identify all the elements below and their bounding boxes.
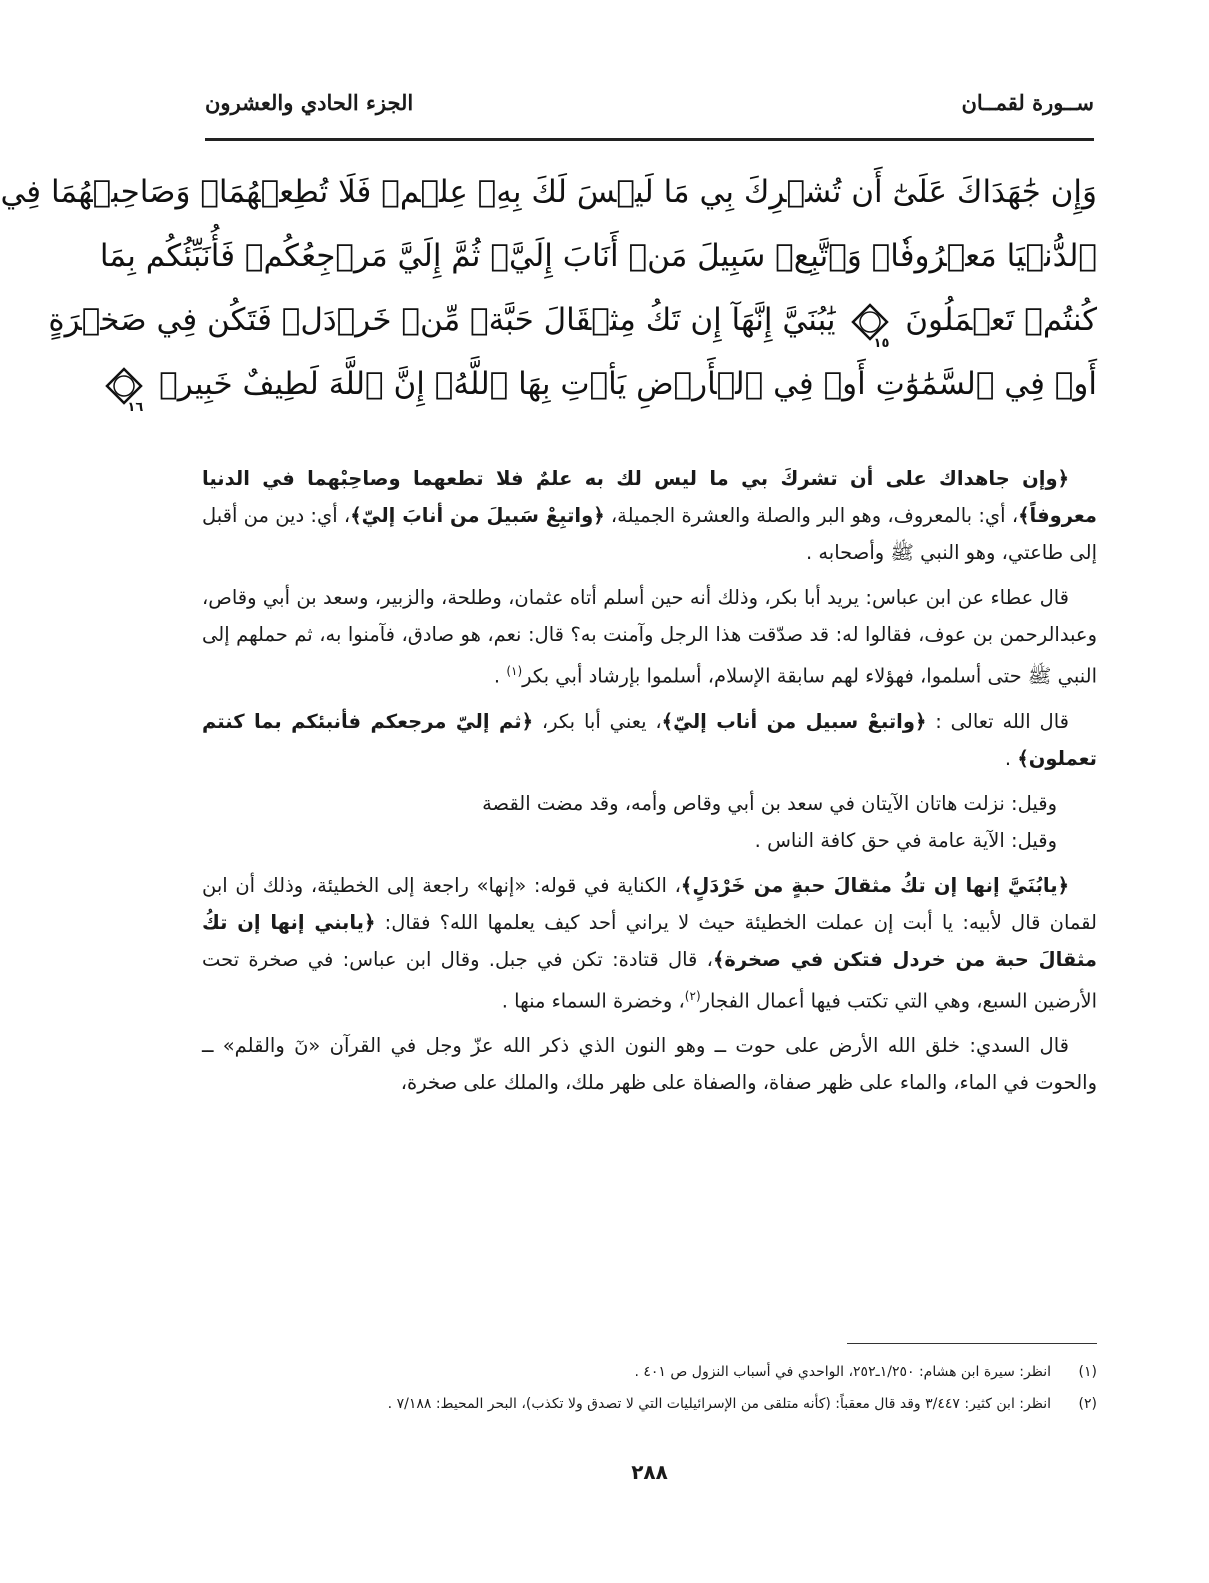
commentary-text: ، أي: دين من أقبل إلى طاعتي، وهو النبي ﷺ وأصحابه . [202,504,1097,564]
quran-line-segment: كُنتُمۡ تَعۡمَلُونَ [905,302,1097,338]
footnote-number: (١) [1078,1364,1097,1380]
commentary-text: . [493,664,507,688]
quran-verses [0,160,1097,416]
footnote-rule [847,1343,1097,1344]
commentary-text: ، أي: بالمعروف، وهو البر والصلة والعشرة الجميلة، [604,504,1019,527]
footnote-text: انظر: ابن كثير: ٣/٤٤٧ وقد قال معقباً: (كأنه متلقى من الإسرائيليات التي لا تصدق ولا تكذب)، البحر المحيط: ٧/١٨٨ . [387,1396,1051,1412]
footnotes [202,1356,1097,1420]
ayah-number: ١٦ [127,399,144,415]
commentary-text: ، قال قتادة: تكن في جبل. وقال ابن عباس: في صخرة تحت الأرضين السبع، وهي التي تكتب فيها أعمال الفجار [202,947,1097,1012]
commentary-paragraph [202,579,1097,695]
commentary-text: ، وخضرة السماء منها . [501,989,685,1012]
quran-line [127,352,1097,416]
header-rule [205,138,1094,141]
footnote-reference[interactable]: (٢) [684,988,701,1003]
surah-title: ســورة لقمــان [961,89,1094,115]
verse-quote: ﴿وإن جاهداك على أن تشركَ بي ما ليس لك به علمٌ فلا تطعهما وصاحِبْهما في الدنيا معروفاً﴾ [202,467,1097,527]
commentary-text: قال الله تعالى : [926,709,1069,733]
quran-line [48,288,1097,352]
commentary-paragraph: قال السدي: خلق الله الأرض على حوت ــ وهو النون الذي ذكر الله عزّ وجل في القرآن «نٓ والقلم» ــ والحوت في الماء، والماء على ظهر صفاة، والصفاة على ظهر ملك، والملك على صخرة، [202,1034,1097,1094]
ayah-end-marker [105,367,144,415]
commentary-paragraph [202,703,1097,777]
commentary-text: قال عطاء عن ابن عباس: يريد أبا بكر، وذلك أنه حين أسلم أتاه عثمان، وطلحة، والزبير، وسعد بن أبي وقاص، وعبدالرحمن بن عوف، فقالوا له: قد صدّقت هذا الرجل وآمنت به؟ قال: نعم، هو صادق، فآمنوا به، ثم حملهم إلى النبي ﷺ حتى أسلموا، فهؤلاء لهم سابقة الإسلام، أسلموا بإرشاد أبي بكر [202,586,1097,688]
verse-quote: ﴿يابني إنها إن تكُ مثقالَ حبة من خردل فتكن في صخرة﴾ [202,910,1097,971]
verse-quote: ﴿يابُنَيَّ إنها إن تكُ مثقالَ حبةٍ من خَرْدَلٍ﴾ [680,873,1069,897]
tafsir-commentary [202,460,1097,1109]
verse-quote: ﴿واتبعْ سبيل من أناب إليّ﴾ [661,709,927,733]
page-number: ٢٨٨ [631,1460,668,1484]
commentary-paragraph [202,867,1097,1020]
footnote-text: انظر: سيرة ابن هشام: ١/٢٥٠ـ٢٥٢، الواحدي في أسباب النزول ص ٤٠١ . [634,1364,1051,1380]
juz-title: الجزء الحادي والعشرون [205,89,414,115]
verse-quote: ﴿ثم إليّ مرجعكم فأنبئكم بما كنتم تعملون﴾ [202,709,1097,770]
quran-line: ٱلدُّنۡيَا مَعۡرُوفٗاۖ وَٱتَّبِعۡ سَبِيلَ مَنۡ أَنَابَ إِلَيَّۚ ثُمَّ إِلَيَّ مَرۡجِعُكُمۡ فَأُنَبِّئُكُم بِمَا [99,238,1097,274]
quran-line-segment: يَٰبُنَيَّ إِنَّهَآ إِن تَكُ مِثۡقَالَ حَبَّةٖ مِّنۡ خَرۡدَلٖ فَتَكُن فِي صَخۡرَةٍ [48,302,836,338]
commentary-text: ، يعني أبا بكر، [533,709,662,733]
footnote-item [202,1356,1097,1388]
quran-line-segment: أَوۡ فِي ٱلسَّمَٰوَٰتِ أَوۡ فِي ٱلۡأَرۡضِ يَأۡتِ بِهَا ٱللَّهُۚ إِنَّ ٱللَّهَ لَطِيفٌ خَبِيرٞ [159,366,1097,402]
footnote-item [202,1388,1097,1420]
commentary-paragraph: وقيل: الآية عامة في حق كافة الناس . [754,828,1057,852]
ayah-end-marker [851,303,890,351]
commentary-text: ، الكناية في قوله: «إنها» راجعة إلى الخطيئة، وذلك أن ابن لقمان قال لأبيه: يا أبت إن عملت الخطيئة حيث لا يراني أحد كيف يعلمها الله؟ فقال: [202,873,1097,934]
quran-line: وَإِن جَٰهَدَاكَ عَلَىٰٓ أَن تُشۡرِكَ بِي مَا لَيۡسَ لَكَ بِهِۦ عِلۡمٞ فَلَا تُطِعۡهُمَاۖ وَصَاحِبۡهُمَا فِي [0,174,1097,210]
footnote-number: (٢) [1078,1396,1097,1412]
footnote-reference[interactable]: (١) [506,664,523,678]
commentary-paragraph [202,460,1097,571]
ayah-number: ١٥ [873,335,890,351]
commentary-text: . [1004,746,1018,770]
commentary-paragraph: وقيل: نزلت هاتان الآيتان في سعد بن أبي وقاص وأمه، وقد مضت القصة [482,791,1057,815]
verse-quote: ﴿واتبِعْ سَبيلَ من أنابَ إليّ﴾ [350,504,605,527]
running-header [205,84,1094,120]
